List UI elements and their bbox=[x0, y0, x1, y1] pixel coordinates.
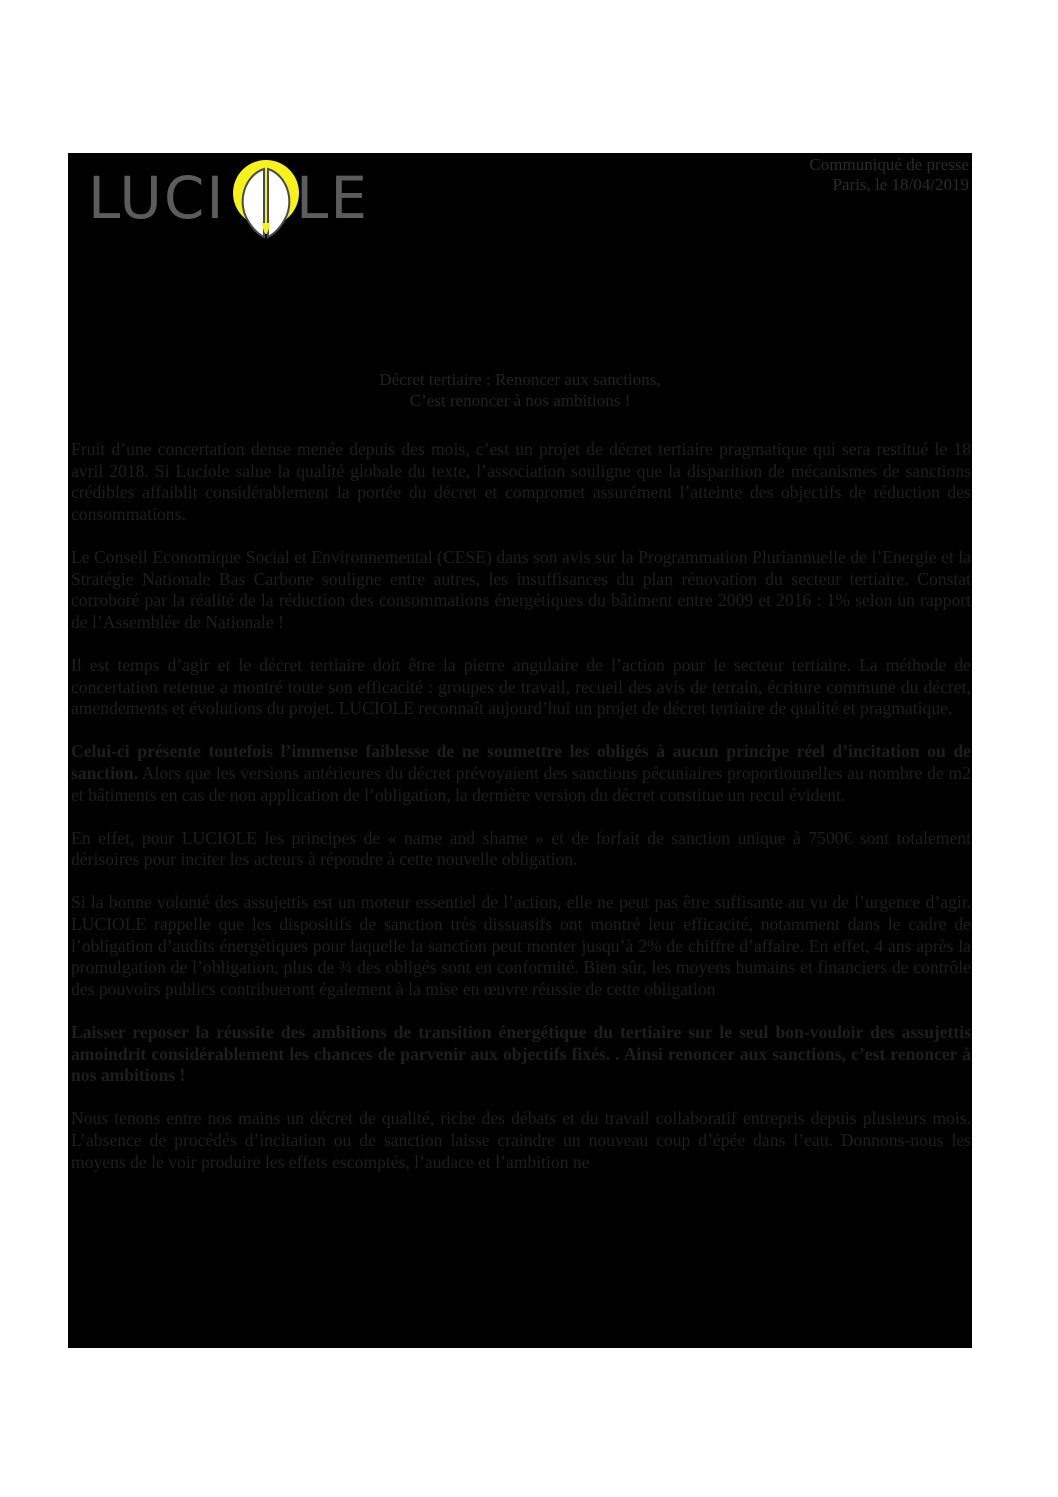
logo-text-right: LE bbox=[296, 164, 369, 232]
logo-text-left: LUCI bbox=[88, 164, 226, 232]
paragraph-4-bold: Celui-ci présente toutefois l’immense faiblesse de ne soumettre les obligés à aucun principe réel d’incitation ou de sanction. bbox=[71, 741, 971, 783]
paragraph-8: Nous tenons entre nos mains un décret de qualité, riche des débats et du travail collaboratif entrepris depuis plusieurs mois. L’absence de procédés d’incitation ou de sanction laisse craindre un nouveau coup d’épée dans l’eau. Donnons-nous les moyens de le voir produire les effets escomptés, l’audace et l’ambition ne bbox=[71, 1108, 971, 1172]
paragraph-4 bbox=[71, 741, 971, 806]
document-page bbox=[68, 153, 972, 1348]
document-type: Communiqué de presse bbox=[809, 155, 969, 174]
firefly-wings-icon bbox=[233, 157, 299, 245]
paragraph-3: Il est temps d’agir et le décret tertiaire doit être la pierre angulaire de l’action pour le secteur tertiaire. La méthode de concertation retenue a montré toute son efficacité : groupes de travail, recueil des avis de terrain, écriture commune du décret, amendements et évolutions du projet. LUCIOLE reconnaît aujourd’hui un projet de décret tertiaire de qualité et pragmatique. bbox=[71, 654, 971, 719]
paragraph-1: Fruit d’une concertation dense menée depuis des mois, c’est un projet de décret tertiaire pragmatique qui sera restitué le 18 avril 2018. Si Luciole salue la qualité globale du texte, l’association souligne que la disparition de mécanismes de sanctions crédibles affaiblit considérablement la portée du décret et compromet assurément l’atteinte des objectifs de réduction des consommations. bbox=[71, 439, 971, 524]
paragraph-2: Le Conseil Economique Social et Environnemental (CESE) dans son avis sur la Programmation Pluriannuelle de l’Energie et la Stratégie Nationale Bas Carbone souligne entre autres, les insuffisances du plan rénovation du secteur tertiaire. Constat corroboré par la réalité de la réduction des consommations énergétiques du bâtiment entre 2009 et 2016 : 1% selon un rapport de l’Assemblée de Nationale ! bbox=[71, 546, 971, 632]
paragraph-5: En effet, pour LUCIOLE les principes de « name and shame » et de forfait de sanction unique à 7500€ sont totalement dérisoires pour inciter les acteurs à répondre à cette nouvelle obligation. bbox=[71, 827, 971, 870]
luciole-logo bbox=[88, 157, 388, 245]
title-line-2: C’est renoncer à nos ambitions ! bbox=[409, 391, 631, 410]
paragraph-7: Laisser reposer la réussite des ambitions de transition énergétique du tertiaire sur le seul bon-vouloir des assujettis amoindrit considérablement les chances de parvenir aux objectifs fixés. . Ainsi renoncer aux sanctions, c’est renoncer à nos ambitions ! bbox=[71, 1022, 971, 1086]
title-line-1: Décret tertiaire : Renoncer aux sanctions, bbox=[379, 370, 661, 389]
press-release-header bbox=[809, 155, 969, 195]
page-title bbox=[68, 369, 972, 411]
place-date: Paris, le 18/04/2019 bbox=[832, 175, 969, 194]
paragraph-4-rest: Alors que les versions antérieures du décret prévoyaient des sanctions pécuniaires proportionnelles au nombre de m2 et bâtiments en cas de non application de l’obligation, la dernière version du décret constitue un recul évident. bbox=[71, 762, 971, 805]
paragraph-6: Si la bonne volonté des assujettis est un moteur essentiel de l’action, elle ne peut pas être suffisante au vu de l’urgence d’agir. LUCIOLE rappelle que les dispositifs de sanction très dissuasifs ont montré leur efficacité, notamment dans le cadre de l’obligation d’audits énergétiques pour laquelle la sanction peut monter jusqu’à 2% de chiffre d’affaire. En effet, 4 ans après la promulgation de l’obligation, plus de ¾ des obligés sont en conformité. Bien sûr, les moyens humains et financiers de contrôle des pouvoirs publics contribueront également à la mise en œuvre réussie de cette obligation bbox=[71, 892, 971, 999]
article-body bbox=[71, 439, 971, 1195]
